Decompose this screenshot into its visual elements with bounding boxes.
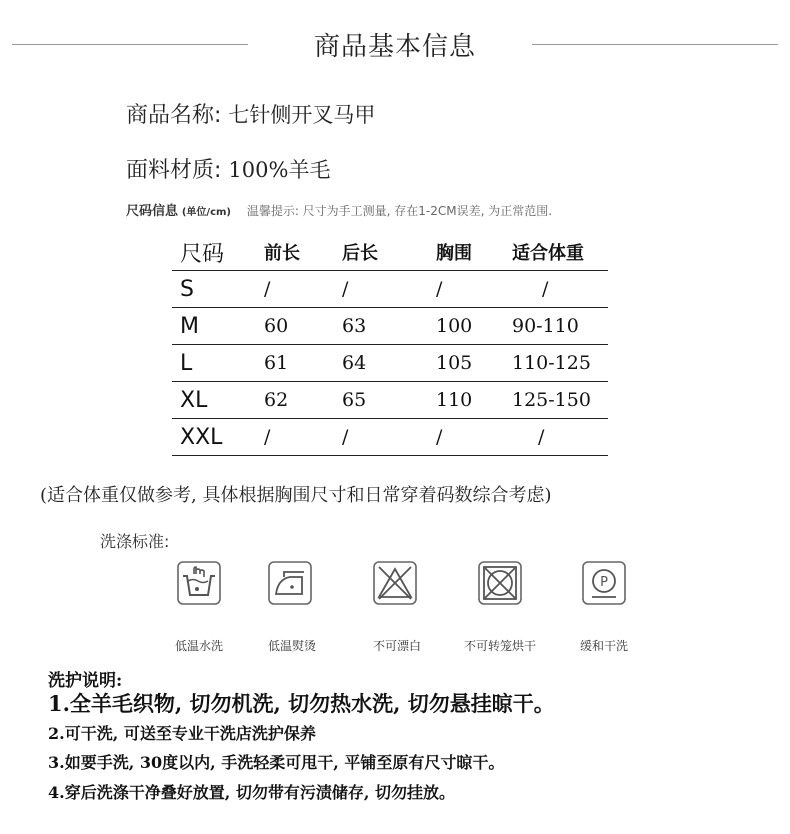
care-line-3: 3.如要手洗, 30度以内, 手洗轻柔可甩干, 平铺至原有尺寸晾干。 <box>48 753 505 772</box>
table-cell: / <box>436 271 512 308</box>
table-cell: / <box>342 419 436 456</box>
table-cell: / <box>264 271 342 308</box>
svg-text:P: P <box>600 575 608 590</box>
wash-label-4: 不可转笼烘干 <box>463 639 536 653</box>
table-row <box>172 382 608 419</box>
care-line-2: 2.可干洗, 可送至专业干洗店洗护保养 <box>48 724 316 743</box>
table-cell: S <box>172 271 264 308</box>
table-cell: 125-150 <box>512 382 608 419</box>
table-cell: / <box>342 271 436 308</box>
wash-label-3: 不可漂白 <box>372 639 421 653</box>
table-cell: 62 <box>264 382 342 419</box>
header-weight: 适合体重 <box>512 234 608 271</box>
table-cell: / <box>512 419 608 456</box>
table-cell: 105 <box>436 345 512 382</box>
material-label: 面料材质: <box>126 158 222 183</box>
table-cell: XXL <box>172 419 264 456</box>
weight-note: (适合体重仅做参考, 具体根据胸围尺寸和日常穿着码数综合考虑) <box>40 485 552 506</box>
care-line-1: 1.全羊毛织物, 切勿机洗, 切勿热水洗, 切勿悬挂晾干。 <box>48 691 555 716</box>
table-cell: L <box>172 345 264 382</box>
title-divider-right <box>532 44 778 45</box>
no-tumble-dry-icon <box>478 561 522 605</box>
size-info-heading <box>126 200 552 219</box>
washing-title: 洗涤标准: <box>100 532 170 551</box>
table-cell: M <box>172 308 264 345</box>
size-info-unit: (单位/cm) <box>181 207 231 218</box>
table-cell: / <box>436 419 512 456</box>
size-info-title: 尺码信息 <box>126 204 179 219</box>
table-cell: 90-110 <box>512 308 608 345</box>
header-chest: 胸围 <box>436 234 512 271</box>
table-cell: 63 <box>342 308 436 345</box>
header-back-length: 后长 <box>342 234 436 271</box>
table-cell: XL <box>172 382 264 419</box>
table-cell: 110 <box>436 382 512 419</box>
product-name-value: 七针侧开叉马甲 <box>228 103 376 127</box>
page-title: 商品基本信息 <box>313 32 476 62</box>
header-size: 尺码 <box>172 234 264 271</box>
header-front-length: 前长 <box>264 234 342 271</box>
low-temp-hand-wash-icon <box>177 561 221 605</box>
wash-label-5: 缓和干洗 <box>579 639 628 653</box>
care-title: 洗护说明: <box>48 671 123 691</box>
product-name-label: 商品名称: <box>126 103 222 128</box>
table-row <box>172 419 608 456</box>
table-cell: 64 <box>342 345 436 382</box>
material-value: 100%羊毛 <box>228 158 331 182</box>
care-line-4: 4.穿后洗涤干净叠好放置, 切勿带有污渍储存, 切勿挂放。 <box>48 783 455 802</box>
table-row <box>172 271 608 308</box>
wash-label-1: 低温水洗 <box>174 639 223 653</box>
product-material <box>126 153 330 184</box>
table-row <box>172 308 608 345</box>
size-table-header <box>172 234 608 271</box>
table-cell: / <box>512 271 608 308</box>
size-table <box>172 234 608 456</box>
table-cell: 110-125 <box>512 345 608 382</box>
size-info-tip: 温馨提示: 尺寸为手工测量, 存在1-2CM误差, 为正常范围. <box>246 204 553 218</box>
no-bleach-icon <box>373 561 417 605</box>
low-temp-iron-icon <box>268 561 312 605</box>
product-name <box>126 98 375 129</box>
wash-label-2: 低温熨烫 <box>267 639 316 653</box>
table-cell: 61 <box>264 345 342 382</box>
table-cell: 65 <box>342 382 436 419</box>
gentle-dry-clean-icon <box>582 561 626 605</box>
table-row <box>172 345 608 382</box>
table-cell: 100 <box>436 308 512 345</box>
table-cell: / <box>264 419 342 456</box>
table-cell: 60 <box>264 308 342 345</box>
